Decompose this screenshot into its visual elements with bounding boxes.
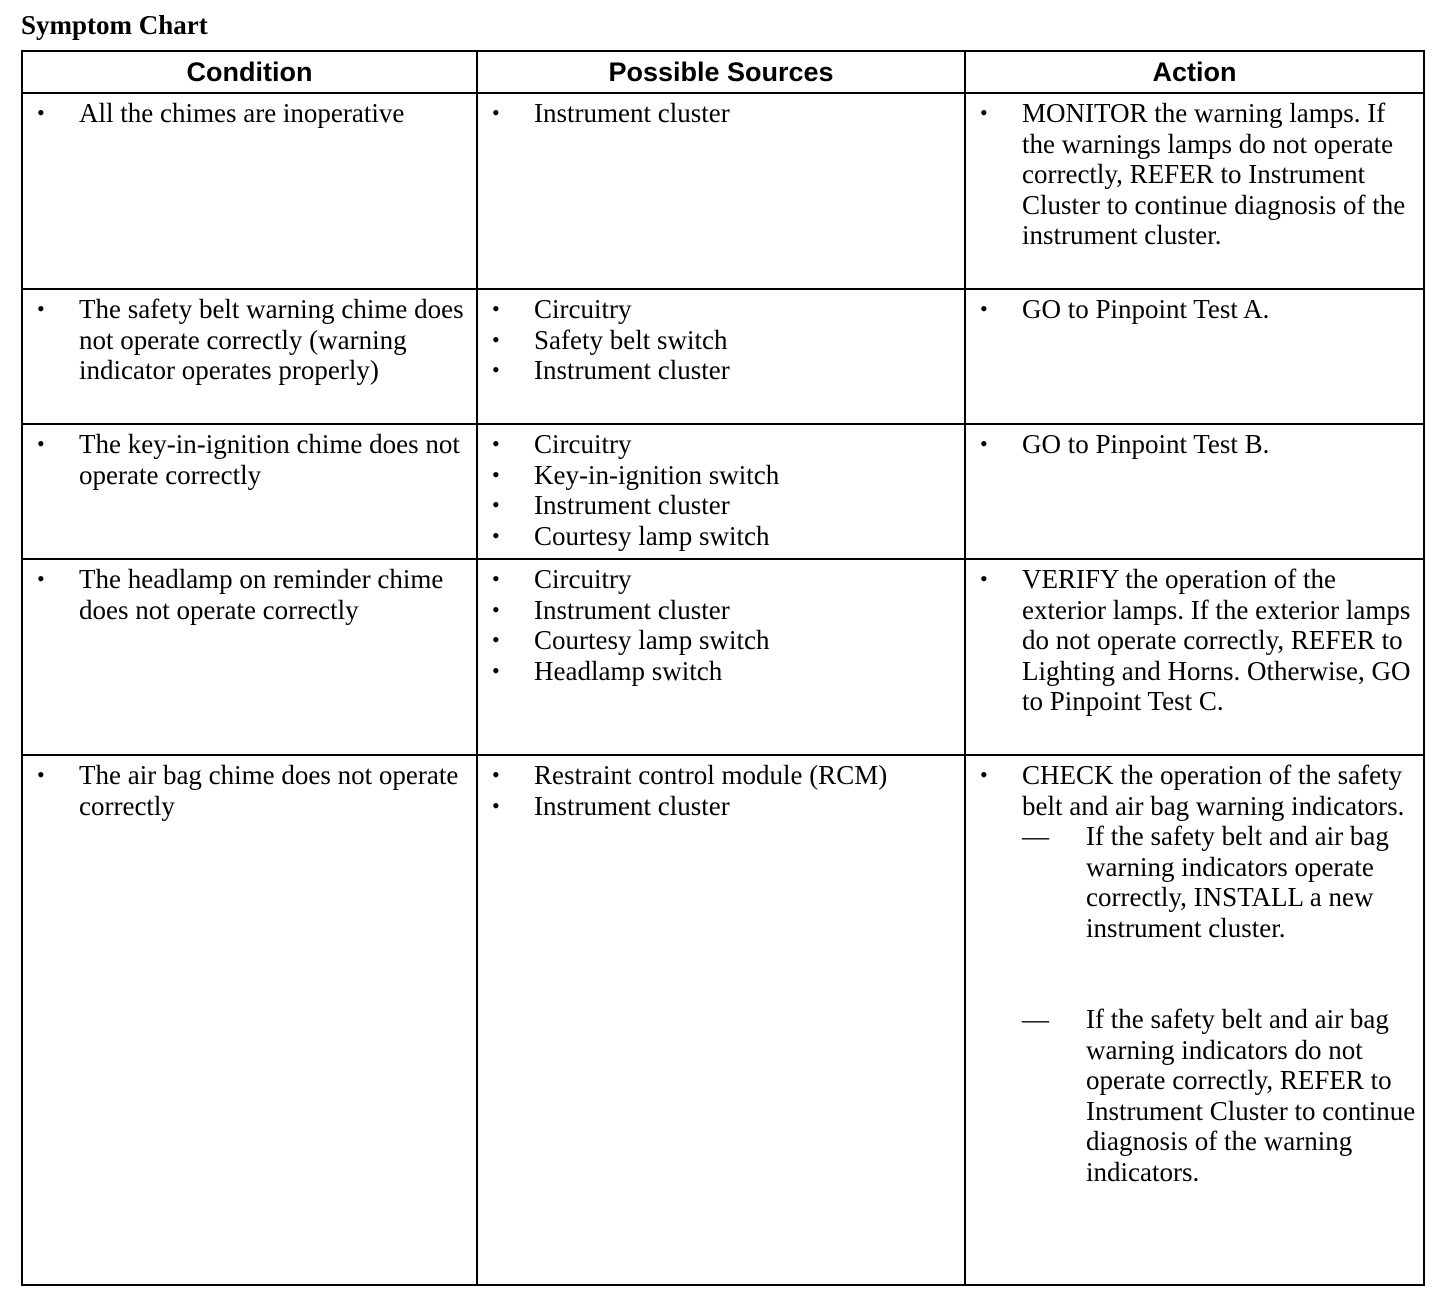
table-row	[22, 289, 1424, 424]
action-text: • VERIFY the operation of the exterior lamps. If the exterior lamps do not operate correctly, REFER to Lighting and Horns. Otherwise, GO to Pinpoint Test C.	[976, 564, 1417, 717]
action-cell	[965, 755, 1424, 1285]
sub-action-item: — If the safety belt and air bag warning indicators operate correctly, INSTALL a new instrument cluster.	[1022, 821, 1417, 943]
source-item: • Headlamp switch	[488, 656, 958, 687]
source-item: • Instrument cluster	[488, 791, 958, 822]
header-condition: Condition	[22, 51, 477, 93]
sources-cell	[477, 424, 965, 559]
source-item: • Instrument cluster	[488, 595, 958, 626]
source-item: • Courtesy lamp switch	[488, 625, 958, 656]
condition-cell	[22, 93, 477, 289]
condition-text: • The safety belt warning chime does not operate correctly (warning indicator operates properly)	[33, 294, 470, 386]
action-text: • GO to Pinpoint Test A.	[976, 294, 1417, 325]
source-item: • Circuitry	[488, 564, 958, 595]
source-item: • Safety belt switch	[488, 325, 958, 356]
condition-cell	[22, 424, 477, 559]
action-cell	[965, 289, 1424, 424]
source-item: • Key-in-ignition switch	[488, 460, 958, 491]
condition-cell	[22, 755, 477, 1285]
table-row	[22, 755, 1424, 1285]
sources-cell	[477, 755, 965, 1285]
source-item: • Instrument cluster	[488, 490, 958, 521]
header-possible-sources: Possible Sources	[477, 51, 965, 93]
symptom-chart-table	[21, 50, 1425, 1286]
source-item: • Circuitry	[488, 294, 958, 325]
table-row	[22, 424, 1424, 559]
action-text: • GO to Pinpoint Test B.	[976, 429, 1417, 460]
action-text: • MONITOR the warning lamps. If the warnings lamps do not operate correctly, REFER to Instrument Cluster to continue diagnosis of the instrument cluster.	[976, 98, 1417, 251]
source-item: • Instrument cluster	[488, 98, 958, 129]
table-row	[22, 559, 1424, 755]
sources-cell	[477, 559, 965, 755]
sources-cell	[477, 93, 965, 289]
header-action: Action	[965, 51, 1424, 93]
action-text: • CHECK the operation of the safety belt and air bag warning indicators.	[976, 760, 1417, 821]
action-cell	[965, 559, 1424, 755]
sub-action-item: — If the safety belt and air bag warning indicators do not operate correctly, REFER to Instrument Cluster to continue diagnosis of the warning indicators.	[1022, 1004, 1417, 1187]
condition-text: • All the chimes are inoperative	[33, 98, 470, 129]
condition-cell	[22, 289, 477, 424]
condition-text: • The headlamp on reminder chime does not operate correctly	[33, 564, 470, 625]
sources-cell	[477, 289, 965, 424]
source-item: • Instrument cluster	[488, 355, 958, 386]
condition-cell	[22, 559, 477, 755]
action-cell	[965, 93, 1424, 289]
table-row	[22, 93, 1424, 289]
source-item: • Restraint control module (RCM)	[488, 760, 958, 791]
action-cell	[965, 424, 1424, 559]
condition-text: • The air bag chime does not operate correctly	[33, 760, 470, 821]
table-header-row	[22, 51, 1424, 93]
source-item: • Circuitry	[488, 429, 958, 460]
source-item: • Courtesy lamp switch	[488, 521, 958, 552]
page-title: Symptom Chart	[21, 10, 208, 40]
condition-text: • The key-in-ignition chime does not operate correctly	[33, 429, 470, 490]
